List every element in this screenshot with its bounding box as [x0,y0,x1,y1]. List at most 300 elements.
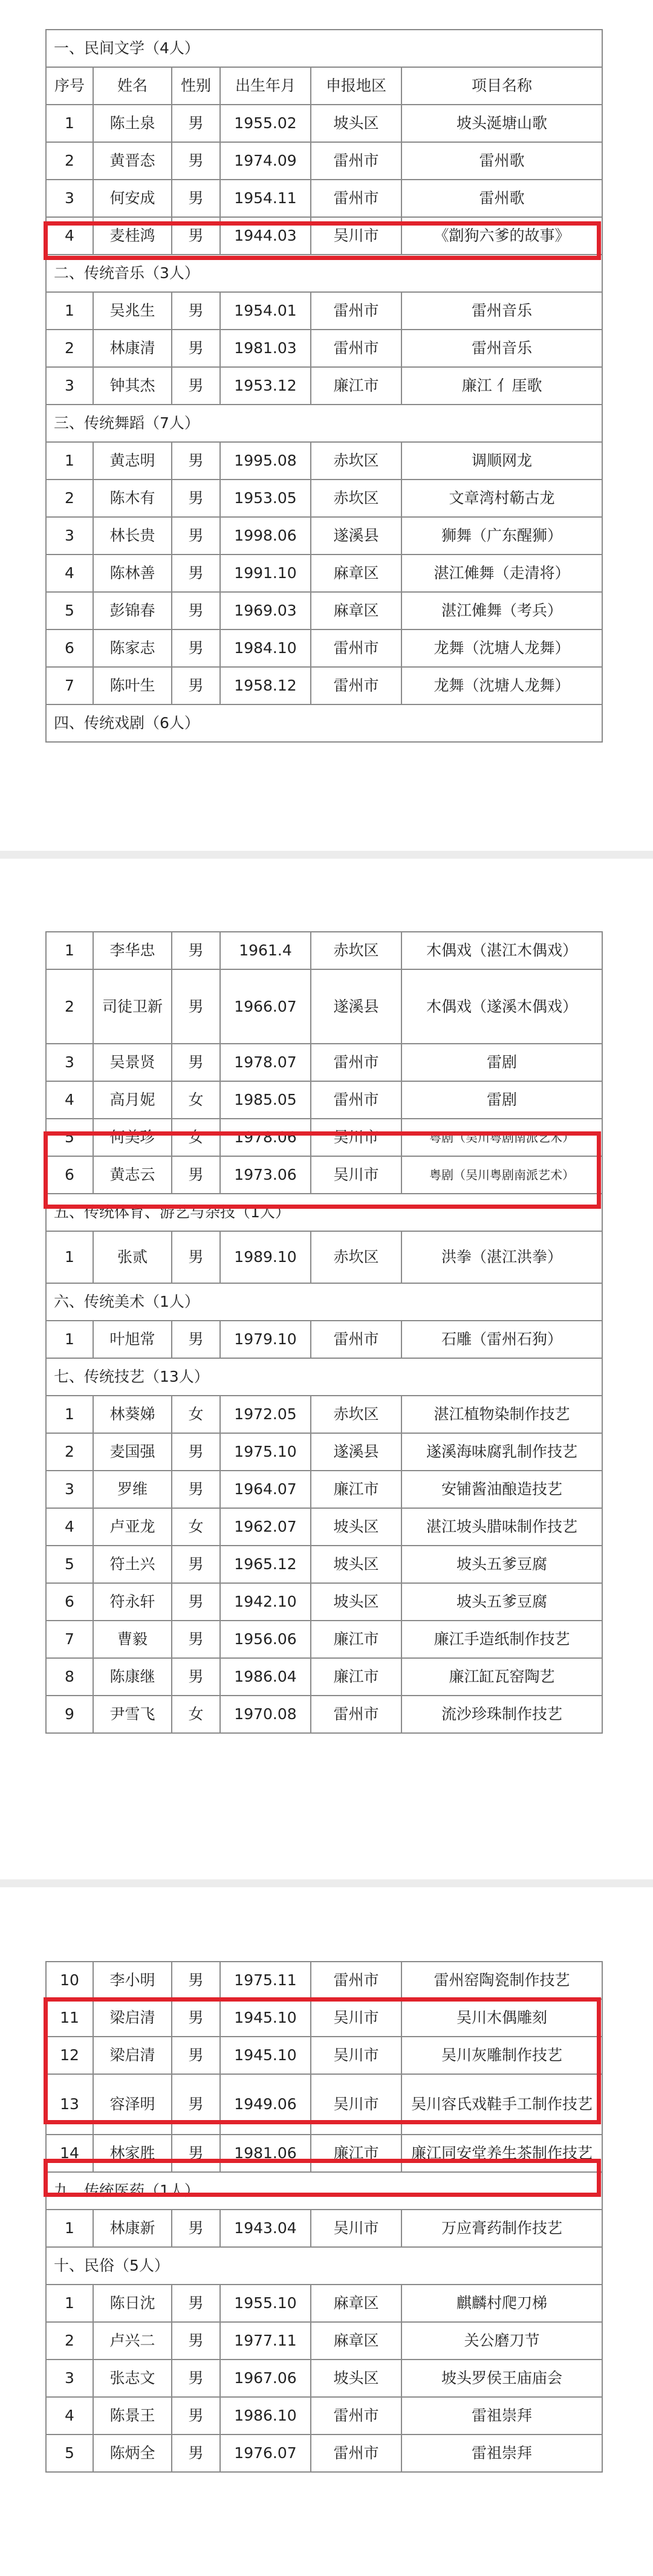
project-cell: 雷剧 [401,1081,602,1119]
project-cell: 雷祖崇拜 [401,2435,602,2472]
table-row [46,1396,602,1433]
name-cell: 吴兆生 [93,292,172,330]
section-title: 二、传统音乐（3人） [46,255,602,292]
birth-cell: 1965.12 [220,1546,311,1583]
section-title: 一、民间文学（4人） [46,30,602,67]
birth-cell: 1955.10 [220,2285,311,2322]
gender-cell: 男 [172,1546,220,1583]
region-cell: 遂溪县 [311,517,401,555]
birth-cell: 1984.10 [220,629,311,667]
section-row [46,1194,602,1231]
birth-cell: 1962.07 [220,1508,311,1546]
birth-cell: 1973.06 [220,1156,311,1194]
gender-cell: 男 [172,2435,220,2472]
seq-cell: 1 [46,105,93,142]
birth-cell: 1981.03 [220,330,311,367]
project-cell: 木偶戏（湛江木偶戏） [401,932,602,969]
gender-cell: 男 [172,2285,220,2322]
table-row [46,1119,602,1156]
seq-cell: 1 [46,292,93,330]
gender-cell: 男 [172,1433,220,1471]
table-row [46,1583,602,1621]
table-row [46,592,602,629]
seq-cell: 3 [46,2360,93,2397]
gender-cell: 男 [172,442,220,480]
seq-cell: 3 [46,517,93,555]
project-cell: 粤剧（吴川粤剧南派艺术） [401,1119,602,1156]
birth-cell: 1943.04 [220,2210,311,2247]
region-cell: 廉江市 [311,367,401,405]
gender-cell: 男 [172,969,220,1044]
birth-cell: 1978.07 [220,1044,311,1081]
gender-cell: 男 [172,555,220,592]
column-header: 项目名称 [401,67,602,105]
section-title: 七、传统技艺（13人） [46,1358,602,1396]
name-cell: 陈炳全 [93,2435,172,2472]
table-row [46,1621,602,1658]
birth-cell: 1970.08 [220,1696,311,1733]
name-cell: 容泽明 [93,2074,172,2135]
birth-cell: 1954.01 [220,292,311,330]
birth-cell: 1976.07 [220,2435,311,2472]
page-1-panel [45,29,602,743]
page-separator [0,1879,653,1887]
project-cell: 粤剧（吴川粤剧南派艺术） [401,1156,602,1194]
name-cell: 陈木有 [93,480,172,517]
seq-cell: 12 [46,2037,93,2074]
seq-cell: 6 [46,1156,93,1194]
project-cell: 雷州歌 [401,180,602,217]
name-cell: 吴景贤 [93,1044,172,1081]
table-row [46,292,602,330]
birth-cell: 1964.07 [220,1471,311,1508]
name-cell: 林葵娣 [93,1396,172,1433]
section-row [46,255,602,292]
region-cell: 雷州市 [311,2397,401,2435]
project-cell: 坡头五爹豆腐 [401,1546,602,1583]
table-row [46,180,602,217]
project-cell: 关公磨刀节 [401,2322,602,2360]
gender-cell: 女 [172,1508,220,1546]
seq-cell: 14 [46,2135,93,2172]
name-cell: 陈康继 [93,1658,172,1696]
region-cell: 雷州市 [311,330,401,367]
name-cell: 彭锦春 [93,592,172,629]
table-row [46,1546,602,1583]
table-row [46,330,602,367]
region-cell: 雷州市 [311,292,401,330]
region-cell: 廉江市 [311,2135,401,2172]
birth-cell: 1981.06 [220,2135,311,2172]
name-cell: 黄志云 [93,1156,172,1194]
table-row [46,480,602,517]
gender-cell: 男 [172,142,220,180]
region-cell: 麻章区 [311,592,401,629]
name-cell: 黄志明 [93,442,172,480]
name-cell: 高月妮 [93,1081,172,1119]
region-cell: 廉江市 [311,1471,401,1508]
gender-cell: 女 [172,1081,220,1119]
birth-cell: 1944.03 [220,217,311,255]
region-cell: 雷州市 [311,667,401,704]
name-cell: 陈日沈 [93,2285,172,2322]
seq-cell: 4 [46,1081,93,1119]
seq-cell: 1 [46,1321,93,1358]
seq-cell: 6 [46,629,93,667]
birth-cell: 1995.08 [220,442,311,480]
project-cell: 麒麟村爬刀梯 [401,2285,602,2322]
seq-cell: 5 [46,1546,93,1583]
seq-cell: 10 [46,1962,93,1999]
gender-cell: 男 [172,1621,220,1658]
seq-cell: 1 [46,2210,93,2247]
project-cell: 狮舞（广东醒狮） [401,517,602,555]
gender-cell: 女 [172,1696,220,1733]
name-cell: 麦桂鸿 [93,217,172,255]
gender-cell: 男 [172,932,220,969]
project-cell: 坡头五爹豆腐 [401,1583,602,1621]
page-2-panel [45,931,602,1734]
table-row [46,367,602,405]
region-cell: 坡头区 [311,105,401,142]
table-row [46,2210,602,2247]
name-cell: 李华忠 [93,932,172,969]
region-cell: 吴川市 [311,2074,401,2135]
gender-cell: 男 [172,2074,220,2135]
seq-cell: 3 [46,1044,93,1081]
gender-cell: 男 [172,2360,220,2397]
table-row [46,142,602,180]
name-cell: 林康新 [93,2210,172,2247]
birth-cell: 1985.05 [220,1081,311,1119]
table-row [46,2435,602,2472]
seq-cell: 4 [46,217,93,255]
region-cell: 雷州市 [311,142,401,180]
gender-cell: 男 [172,592,220,629]
birth-cell: 1979.10 [220,1321,311,1358]
seq-cell: 5 [46,592,93,629]
table-row [46,1433,602,1471]
project-cell: 吴川容氏戏鞋手工制作技艺 [401,2074,602,2135]
seq-cell: 2 [46,330,93,367]
project-cell: 湛江傩舞（考兵） [401,592,602,629]
gender-cell: 男 [172,367,220,405]
seq-cell: 2 [46,2322,93,2360]
gender-cell: 男 [172,2135,220,2172]
birth-cell: 1986.10 [220,2397,311,2435]
table-row [46,932,602,969]
birth-cell: 1945.10 [220,1999,311,2037]
gender-cell: 男 [172,217,220,255]
seq-cell: 5 [46,1119,93,1156]
gender-cell: 男 [172,2397,220,2435]
seq-cell: 4 [46,1508,93,1546]
table-row [46,2135,602,2172]
name-cell: 林康清 [93,330,172,367]
project-cell: 湛江傩舞（走清将） [401,555,602,592]
seq-cell: 6 [46,1583,93,1621]
table-row [46,555,602,592]
project-cell: 吴川灰雕制作技艺 [401,2037,602,2074]
birth-cell: 1953.12 [220,367,311,405]
name-cell: 司徒卫新 [93,969,172,1044]
seq-cell: 3 [46,367,93,405]
project-cell: 雷州歌 [401,142,602,180]
name-cell: 林长贵 [93,517,172,555]
gender-cell: 男 [172,480,220,517]
region-cell: 坡头区 [311,1508,401,1546]
table-row [46,629,602,667]
seq-cell: 2 [46,480,93,517]
header-row [46,67,602,105]
table-row [46,1999,602,2037]
seq-cell: 3 [46,1471,93,1508]
region-cell: 坡头区 [311,2360,401,2397]
table-row [46,1044,602,1081]
name-cell: 叶旭常 [93,1321,172,1358]
table-row [46,1081,602,1119]
region-cell: 吴川市 [311,2037,401,2074]
birth-cell: 1986.04 [220,1658,311,1696]
gender-cell: 男 [172,1321,220,1358]
birth-cell: 1958.12 [220,667,311,704]
region-cell: 雷州市 [311,2435,401,2472]
seq-cell: 4 [46,555,93,592]
project-cell: 廉江缸瓦窑陶艺 [401,1658,602,1696]
gender-cell: 男 [172,2210,220,2247]
name-cell: 卢兴二 [93,2322,172,2360]
gender-cell: 男 [172,2322,220,2360]
birth-cell: 1967.06 [220,2360,311,2397]
birth-cell: 1975.11 [220,1962,311,1999]
seq-cell: 2 [46,969,93,1044]
column-header: 姓名 [93,67,172,105]
seq-cell: 11 [46,1999,93,2037]
region-cell: 廉江市 [311,1658,401,1696]
seq-cell: 1 [46,1231,93,1283]
seq-cell: 7 [46,1621,93,1658]
project-cell: 雷剧 [401,1044,602,1081]
section-row [46,1358,602,1396]
name-cell: 张贰 [93,1231,172,1283]
gender-cell: 男 [172,105,220,142]
project-cell: 廉江手造纸制作技艺 [401,1621,602,1658]
gender-cell: 男 [172,667,220,704]
birth-cell: 1945.10 [220,2037,311,2074]
seq-cell: 5 [46,2435,93,2472]
region-cell: 雷州市 [311,1962,401,1999]
heritage-table-page-3 [45,1961,603,2473]
region-cell: 麻章区 [311,2322,401,2360]
table-row [46,2397,602,2435]
project-cell: 廉江同安堂养生茶制作技艺 [401,2135,602,2172]
gender-cell: 男 [172,1583,220,1621]
table-row [46,1696,602,1733]
project-cell: 坡头涎塘山歌 [401,105,602,142]
gender-cell: 男 [172,1044,220,1081]
section-row [46,30,602,67]
name-cell: 卢亚龙 [93,1508,172,1546]
birth-cell: 1953.05 [220,480,311,517]
project-cell: 洪拳（湛江洪拳） [401,1231,602,1283]
region-cell: 赤坎区 [311,442,401,480]
table-row [46,1471,602,1508]
name-cell: 何安成 [93,180,172,217]
gender-cell: 女 [172,1396,220,1433]
project-cell: 龙舞（沈塘人龙舞） [401,629,602,667]
section-title: 四、传统戏剧（6人） [46,704,602,742]
column-header: 出生年月 [220,67,311,105]
region-cell: 赤坎区 [311,1231,401,1283]
heritage-table-page-2 [45,931,603,1734]
name-cell: 符永轩 [93,1583,172,1621]
region-cell: 吴川市 [311,1156,401,1194]
region-cell: 吴川市 [311,217,401,255]
column-header: 序号 [46,67,93,105]
birth-cell: 1974.09 [220,142,311,180]
project-cell: 廉江 亻厓歌 [401,367,602,405]
region-cell: 赤坎区 [311,932,401,969]
page-separator [0,851,653,859]
section-title: 六、传统美术（1人） [46,1283,602,1321]
seq-cell: 1 [46,1396,93,1433]
section-row [46,704,602,742]
seq-cell: 13 [46,2074,93,2135]
seq-cell: 3 [46,180,93,217]
birth-cell: 1975.10 [220,1433,311,1471]
table-row [46,1658,602,1696]
project-cell: 《劏狗六爹的故事》 [401,217,602,255]
table-row [46,105,602,142]
gender-cell: 男 [172,2037,220,2074]
gender-cell: 男 [172,1471,220,1508]
gender-cell: 男 [172,1658,220,1696]
gender-cell: 男 [172,180,220,217]
gender-cell: 男 [172,629,220,667]
seq-cell: 2 [46,1433,93,1471]
birth-cell: 1954.11 [220,180,311,217]
birth-cell: 1956.06 [220,1621,311,1658]
project-cell: 湛江植物染制作技艺 [401,1396,602,1433]
birth-cell: 1969.03 [220,592,311,629]
gender-cell: 女 [172,1119,220,1156]
project-cell: 遂溪海味腐乳制作技艺 [401,1433,602,1471]
name-cell: 梁启清 [93,1999,172,2037]
birth-cell: 1998.06 [220,517,311,555]
birth-cell: 1966.07 [220,969,311,1044]
region-cell: 雷州市 [311,180,401,217]
name-cell: 符土兴 [93,1546,172,1583]
name-cell: 张志文 [93,2360,172,2397]
table-row [46,217,602,255]
table-row [46,2037,602,2074]
project-cell: 石雕（雷州石狗） [401,1321,602,1358]
gender-cell: 男 [172,292,220,330]
name-cell: 陈叶生 [93,667,172,704]
name-cell: 陈景王 [93,2397,172,2435]
table-row [46,2074,602,2135]
seq-cell: 1 [46,932,93,969]
project-cell: 雷州窑陶瓷制作技艺 [401,1962,602,1999]
name-cell: 林家胜 [93,2135,172,2172]
section-title: 十、民俗（5人） [46,2247,602,2285]
birth-cell: 1978.06 [220,1119,311,1156]
project-cell: 坡头罗侯王庙庙会 [401,2360,602,2397]
table-row [46,1962,602,1999]
section-title: 五、传统体育、游艺与杂技（1人） [46,1194,602,1231]
gender-cell: 男 [172,1231,220,1283]
project-cell: 湛江坡头腊味制作技艺 [401,1508,602,1546]
name-cell: 李小明 [93,1962,172,1999]
project-cell: 调顺网龙 [401,442,602,480]
project-cell: 万应膏药制作技艺 [401,2210,602,2247]
name-cell: 曹毅 [93,1621,172,1658]
birth-cell: 1961.4 [220,932,311,969]
name-cell: 陈土泉 [93,105,172,142]
seq-cell: 1 [46,2285,93,2322]
seq-cell: 4 [46,2397,93,2435]
project-cell: 雷州音乐 [401,330,602,367]
birth-cell: 1989.10 [220,1231,311,1283]
region-cell: 坡头区 [311,1583,401,1621]
gender-cell: 男 [172,330,220,367]
birth-cell: 1977.11 [220,2322,311,2360]
birth-cell: 1991.10 [220,555,311,592]
table-row [46,1321,602,1358]
project-cell: 流沙珍珠制作技艺 [401,1696,602,1733]
heritage-table-page-1 [45,29,603,743]
project-cell: 安铺酱油酿造技艺 [401,1471,602,1508]
name-cell: 何美珍 [93,1119,172,1156]
region-cell: 坡头区 [311,1546,401,1583]
seq-cell: 9 [46,1696,93,1733]
region-cell: 赤坎区 [311,1396,401,1433]
section-title: 九、传统医药（1人） [46,2172,602,2210]
project-cell: 龙舞（沈塘人龙舞） [401,667,602,704]
column-header: 申报地区 [311,67,401,105]
birth-cell: 1942.10 [220,1583,311,1621]
seq-cell: 2 [46,142,93,180]
section-row [46,2172,602,2210]
table-row [46,969,602,1044]
name-cell: 陈林善 [93,555,172,592]
table-row [46,517,602,555]
region-cell: 麻章区 [311,2285,401,2322]
gender-cell: 男 [172,1156,220,1194]
region-cell: 雷州市 [311,1044,401,1081]
region-cell: 遂溪县 [311,969,401,1044]
name-cell: 麦国强 [93,1433,172,1471]
region-cell: 赤坎区 [311,480,401,517]
name-cell: 尹雪飞 [93,1696,172,1733]
table-row [46,1231,602,1283]
gender-cell: 男 [172,517,220,555]
table-row [46,667,602,704]
column-header: 性别 [172,67,220,105]
seq-cell: 7 [46,667,93,704]
project-cell: 雷祖崇拜 [401,2397,602,2435]
section-title: 三、传统舞蹈（7人） [46,405,602,442]
table-row [46,2360,602,2397]
region-cell: 吴川市 [311,1119,401,1156]
name-cell: 黄晋态 [93,142,172,180]
project-cell: 文章湾村簕古龙 [401,480,602,517]
birth-cell: 1972.05 [220,1396,311,1433]
region-cell: 雷州市 [311,1081,401,1119]
seq-cell: 1 [46,442,93,480]
region-cell: 吴川市 [311,2210,401,2247]
name-cell: 钟其杰 [93,367,172,405]
